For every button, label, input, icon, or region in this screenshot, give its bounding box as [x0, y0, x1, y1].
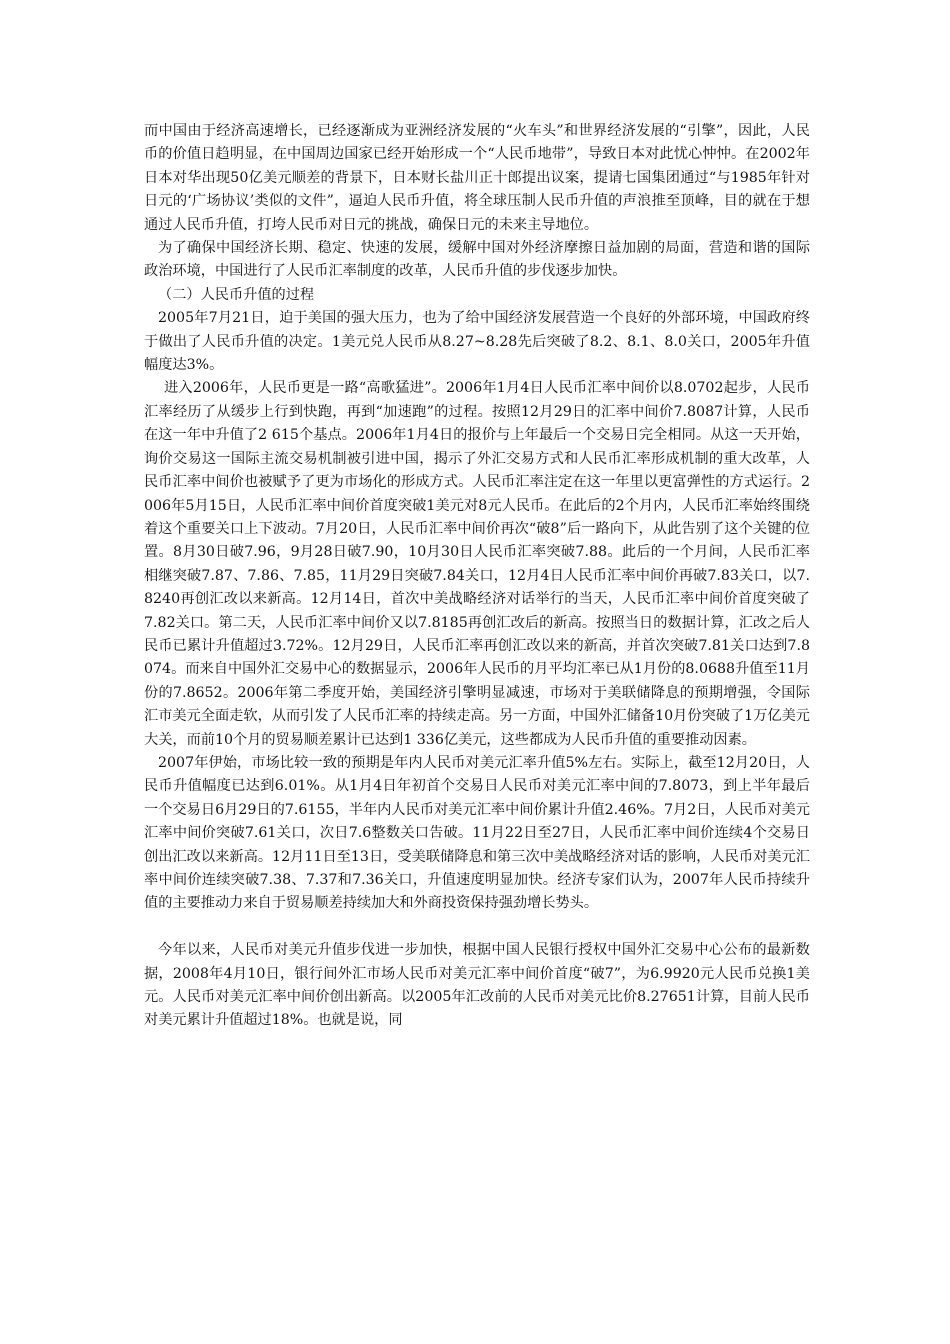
paragraph-2: 为了确保中国经济长期、稳定、快速的发展，缓解中国对外经济摩擦日益加剧的局面，营造和谐的国际政治环境，中国进行了人民币汇率制度的改革，人民币升值的步伐逐步加快。	[144, 240, 810, 280]
paragraph-3: 2005年7月21日，迫于美国的强大压力，也为了给中国经济发展营造一个良好的外部环境，中国政府终于做出了人民币升值的决定。1美元兑人民币从8.27~8.28先后突破了8.2、8.1、8.0关口，2005年升值幅度达3%。	[144, 310, 810, 374]
section-heading: （二）人民币升值的过程	[158, 286, 315, 303]
paragraph-5: 2007年伊始，市场比较一致的预期是年内人民币对美元汇率升值5%左右。实际上，截至12月20日，人民币升值幅度已达到6.01%。从1月4日年初首个交易日人民币对美元汇率中间的7.8073，到上半年最后一个交易日6月29日的7.6155，半年内人民币对美元汇率中间价累计升值2.46%。7月2日，人民币对美元汇率中间价突破7.61关口，次日7.6整数关口告破。11月22日至27日，人民币汇率中间价连续4个交易日创出汇改以来新高。12月11日至13日，受美联储降息和第三次中美战略经济对话的影响，人民币对美元汇率中间价连续突破7.38、7.37和7.36关口，升值速度明显加快。经济专家们认为，2007年人民币持续升值的主要推动力来自于贸易顺差持续加大和外商投资保持强劲增长势头。	[144, 754, 810, 912]
paragraph-gap	[144, 916, 810, 939]
paragraph-1: 而中国由于经济高速增长，已经逐渐成为亚洲经济发展的“火车头”和世界经济发展的“引擎”，因此，人民币的价值日趋明显，在中国周边国家已经开始形成一个“人民币地带”，导致日本对此忧心忡忡。在2002年日本对华出现50亿美元顺差的背景下，日本财长盐川正十郎提出议案，提请七国集团通过“与1985年针对日元的‘广场协议’类似的文件”，逼迫人民币升值，将全球压制人民币升值的声浪推至顶峰，目的就在于想通过人民币升值，打垮人民币对日元的挑战，确保日元的未来主导地位。	[144, 123, 810, 233]
paragraph-4: 进入2006年，人民币更是一路“高歌猛进”。2006年1月4日人民币汇率中间价以8.0702起步，人民币汇率经历了从缓步上行到快跑，再到“加速跑”的过程。按照12月29日的汇率中间价7.8087计算，人民币在这一年中升值了2 615个基点。2006年1月4日的报价与上年最后一个交易日完全相同。从这一天开始，询价交易这一国际主流交易机制被引进中国，揭示了外汇交易方式和人民币汇率形成机制的重大改革，人民币汇率中间价也被赋予了更为市场化的形成方式。人民币汇率注定在这一年里以更富弹性的方式运行。2006年5月15日，人民币汇率中间价首度突破1美元对8元人民币。在此后的2个月内，人民币汇率始终围绕着这个重要关口上下波动。7月20日，人民币汇率中间价再次“破8”后一路向下，从此告别了这个关键的位置。8月30日破7.96，9月28日破7.90，10月30日人民币汇率突破7.88。此后的一个月间，人民币汇率相继突破7.87、7.86、7.85，11月29日突破7.84关口，12月4日人民币汇率中间价再破7.83关口，以7.8240再创汇改以来新高。12月14日，首次中美战略经济对话举行的当天，人民币汇率中间价首度突破了7.82关口。第二天，人民币汇率中间价又以7.8185再创汇改后的新高。按照当日的数据计算，汇改之后人民币已累计升值超过3.72%。12月29日，人民币汇率再创汇改以来的新高，并首次突破7.81关口达到7.8074。而来自中国外汇交易中心的数据显示，2006年人民币的月平均汇率已从1月份的8.0688升值至11月份的7.8652。2006年第二季度开始，美国经济引擎明显减速，市场对于美联储降息的预期增强，令国际汇市美元全面走软，从而引发了人民币汇率的持续走高。另一方面，中国外汇储备10月份突破了1万亿美元大关，而前10个月的贸易顺差累计已达到1 336亿美元，这些都成为人民币升值的重要推动因素。	[144, 380, 810, 748]
document-body	[144, 120, 810, 1033]
paragraph-6: 今年以来，人民币对美元升值步伐进一步加快，根据中国人民银行授权中国外汇交易中心公布的最新数据，2008年4月10日，银行间外汇市场人民币对美元汇率中间价首度“破7”，为6.9920元人民币兑换1美元。人民币对美元汇率中间价创出新高。以2005年汇改前的人民币对美元比价8.27651计算，目前人民币对美元累计升值超过18%。也就是说，同	[144, 942, 810, 1029]
